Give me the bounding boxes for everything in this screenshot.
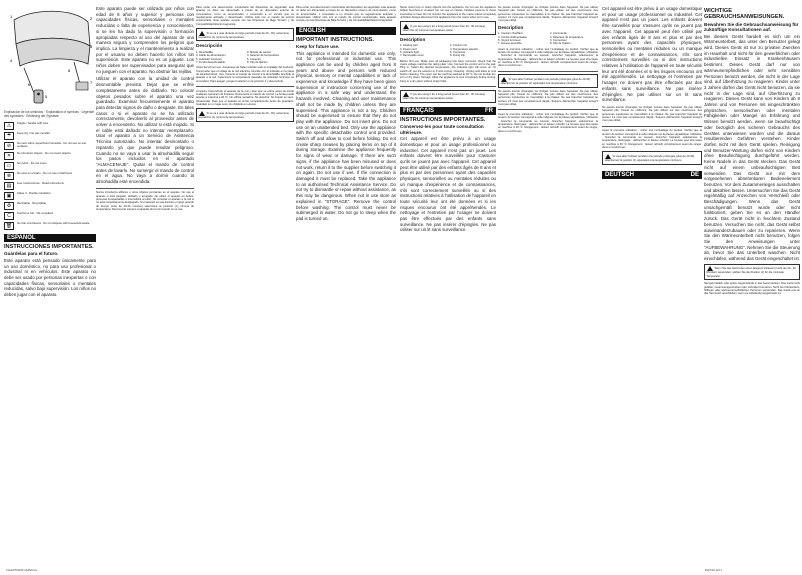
fr-small-text-2: Ne jamais insérer d'épingles ou d'objets pointus dans l'appareil. Ne pas utiliser l'appareil plié, froissé ou chiffonné. Ne pas utiliser sur des nourrissons, des personnes impotentes ou insensibles à la chaleur. Ne pas brancher l'appareil au secteur s'il n'est pas complètement déplié. Toujours débrancher l'appareil lorsqu'il n'est pas utilisé.	[498, 89, 598, 107]
list-item: 2. Control unit	[450, 44, 467, 48]
column-de	[704, 6, 800, 566]
language-header-en: ENGLISH	[296, 27, 396, 35]
es-intro: Este aparato está pensado únicamente para un uso doméstico, no para uso profesional o industrial ni en vehículos. Este aparato no debe ser usado por personas inexpertas o con capacidades físicas, sensoriales o mentales reducidas, salvo bajo supervisión. Los niños no deben jugar con el aparato.	[4, 257, 96, 298]
legend-row: ⚠ Fragile / handle with care	[4, 122, 96, 130]
list-item: 4. Sélecteur de température	[550, 35, 584, 39]
list-item: 3. Cordon d'alimentation	[498, 35, 528, 39]
es-title: INSTRUCCIONES IMPORTANTES.	[4, 244, 94, 250]
fr-usage-text: Avant la première utilisation : retirer tout l'emballage du produit. Vérifier que la tension du secteur correspond à celle indiquée sur la plaque signalétique. Utilisation : brancher la commande au coussin, brancher l'appareil, sélectionner la température. Nettoyage : débrancher et laisser refroidir. La housse peut être lavée en machine à 30 ºC. Rangement : laisser refroidir complètement avant de ranger, dans un endroit sec.	[498, 47, 598, 68]
column-fr-cont	[602, 6, 702, 566]
list-item: 4. Temperature selector	[450, 47, 479, 51]
column-fr-details	[498, 6, 598, 566]
legend-row: 🗑 No tirar a la basura · Do not dispose with household waste	[5, 221, 90, 229]
callout-number: 4	[10, 58, 13, 63]
es-warning-box: Si se va a usar durante un largo periodo (más de 20 - 30), seleccione la posición (1) mínima de temperatura.	[196, 28, 294, 41]
list-item: 3. Power cord	[400, 47, 417, 51]
es-description-heading: Descripción	[196, 43, 223, 49]
callout-number: 7	[90, 80, 93, 85]
callout-number: 6	[28, 82, 31, 87]
read-instructions-icon: ▤	[4, 182, 14, 190]
list-item: 3. Cable de alimentación	[196, 54, 226, 58]
language-header-fr: FRANÇAIS FR	[400, 107, 496, 115]
en-main-text: This appliance is intended for domestic use only, not for professional or industrial use. This appliance can be used by children aged from 8 years and above and persons with reduced physical, sensory or mental capabilities or lack of experience and knowledge if they have been given supervision or instruction concerning use of the appliance in a safe way and understand the hazards involved. Cleaning and user maintenance shall not be made by children unless they are supervised. This appliance is not a toy. Children should be supervised to ensure that they do not play with the appliance. Do not insert pins. Do not use on an unattended bed. Only use the appliance with the specific detachable control unit provided. Switch off and allow to cool before folding. Do not create sharp creases by placing items on top of it during storage. Examine the appliance frequently for signs of wear or damage. If there are such signs, if the appliance has been misused or does not work, return it to the supplier before switching it on again. Do not use if wet. If the connection is damaged it must be replaced. Take the appliance to an authorised Technical Assistance Service. Do not try to dismantle or repair without assistance, as this may be dangerous. When not in use store as explained in "STORAGE". Remove the control before washing. The control must never be submerged in water. Do not go to sleep when the pad is turned on.	[296, 50, 396, 221]
de-small-text: Niemals Nadeln oder spitze Gegenstände in das Gerät stecken. Das Gerät nicht gefaltet, zusammengeschoben oder zerknittert benutzen. Nicht bei Kleinkindern, hilflosen oder wärmeunempfindlichen Personen verwenden. Das Gerät erst an das Stromnetz anschließen, wenn es vollständig ausgebreitet ist.	[704, 282, 800, 296]
legend-row: ▭ No cubrir · Do not cover	[4, 162, 96, 170]
es-cleaning-text: Limpieza: Desenchufe el aparato de la red y deje que se enfríe antes de iniciar cualquier operación de limpieza. Desconecte el mando de control. La funda puede lavarse a máquina a 30 ºC. No utilizar secadora. No planchar. No limpiar en seco. Almacenaje: Deje que el aparato se enfríe completamente antes de guardarlo. Guárdelo en un lugar seco, sin doblarlo en exceso.	[196, 89, 294, 107]
column-es-main	[96, 6, 194, 566]
es-warning-box-2: Si se va a usar durante un largo periodo (más de 20 - 30), seleccione la posición (1) mínima de temperatura.	[196, 108, 294, 121]
fr-subtitle: Conservez-les pour toute consultation ultérieure.	[400, 124, 484, 135]
fr-main-text-cont: Cet appareil est être prévu à un usage domestique et pour un usage professionnel ou industriel. Cet appareil n'est pas un jouet. Les enfants doivent être surveillés pour s'assurer qu'ils ne jouent pas avec l'appareil. Cet appareil peut être utilisé par des enfants âgés de 8 ans et plus et par des personnes ayant des capacités physiques, sensorielles ou mentales réduites ou un manque d'expérience et de connaissances, s'ils sont correctement surveillés ou si des instructions relatives à l'utilisation de l'appareil en toute sécurité leur ont été données et si les risques encourus ont été appréhendés. Le nettoyage et l'entretien par l'usager ne doivent pas être effectués par des enfants sans surveillance. Ne pas insérer d'épingles. Ne pas utiliser sur un lit sans surveillance.	[602, 6, 702, 103]
list-item: 1. Heating pad	[400, 44, 418, 48]
fr-description-heading: Description	[498, 24, 524, 30]
es-subtitle: Guárdelas para el futuro.	[4, 251, 59, 257]
fr-title: INSTRUCTIONS IMPORTANTES.	[400, 117, 486, 123]
es-more-text: Utilizar el aparato con la unidad de control desmontable prevista. Dejar que se enfríe completamente antes de doblarlo. No colocar objetos pesados sobre el aparato una vez guardado. Examinar frecuentemente el aparato para detectar signos de daño o desgaste. En tales casos o si el aparato no se ha utilizado correctamente, devolverlo al proveedor antes de volver a encenderlo. No utilizar si está mojado. Si el cable está dañado no intentar reemplazarlo. Usar el aparato a un Servicio de Asistencia Técnica autorizado. No intentar desmontarlo o repararlo ya que puede resultar peligroso. Cuando no se vaya a usar la almohadilla seguir los pasos incluidos en el apartado "ALMACENAJE". Quitar el mando de control antes de lavarlo. No sumergir el mando de control en el agua. No vaya a dormir cuando la almohadilla esté encendida.	[96, 76, 194, 185]
symbols-caption: Explicación de los símbolos · Explanation of symbols · Légende des symboles · Erklärung der Symbole	[4, 110, 95, 118]
list-item: 1. Almohadilla	[196, 50, 213, 54]
footer-right: 30/07/18 12:17	[704, 569, 722, 572]
column-illustration	[4, 6, 96, 566]
symbols-legend	[4, 122, 96, 230]
en-warning-box-2: If you are using it for a long period (more than 20 - 30 minutes), select the (1) minimum temperature option.	[400, 90, 496, 103]
column-en	[296, 6, 396, 566]
legend-row: ▣ Clase II · Double insulation	[4, 192, 96, 200]
divider	[96, 188, 194, 189]
fr-parts-list	[498, 32, 598, 46]
weee-bin-icon: 🗑	[5, 223, 13, 229]
fr-main-text: Cet appareil est être prévu à un usage domestique et pour un usage professionnel ou industriel. Cet appareil n'est pas un jouet. Les enfants doivent être surveillés pour s'assurer qu'ils ne jouent pas avec l'appareil. Cet appareil peut être utilisé par des enfants âgés de 8 ans et plus et par des personnes ayant des capacités physiques, sensorielles ou mentales réduites ou un manque d'expérience et de connaissances, s'ils sont correctement surveillés ou si des instructions relatives à l'utilisation de l'appareil en toute sécurité leur ont été données et si les risques encourus ont été appréhendés. Le nettoyage et l'entretien par l'usager ne doivent pas être effectués par des enfants sans surveillance. Ne pas insérer d'épingles. Ne pas utiliser sur un lit sans surveillance.	[400, 136, 496, 233]
fr-warning-box-2: Si vous allez l'utiliser pendant une période prolongée (plus de 20-30), sélectionnez la position (1) équivalant à la température minimum.	[602, 151, 702, 164]
no-pins-icon: ✕	[4, 152, 14, 160]
en-subtitle: Keep for future use.	[296, 44, 340, 50]
heating-pad-drawing	[4, 6, 96, 106]
legend-row: ✕ No introducir objetos · Do not insert objects	[4, 152, 96, 160]
list-item: 8. Clip de fixation	[550, 42, 571, 46]
de-main-text: Bei diesem Gerät handelt es sich um ein Wärmeunterbett, das unter den Benutzer gelegt wird. Dieses Gerät ist nur zu privaten Zwecken im Haushalt und nicht für den gewerblichen oder industriellen Einsatz in Krankenhäusern bestimmt. Dieses Gerät darf nur von wärmeunempfindlichen oder sehr sensiblen Personen benutzt werden, die nicht in der Lage sind, auf Überhitzung zu reagieren. Kinder unter 3 Jahren dürfen das Gerät nicht benutzen, da sie nicht in der Lage sind, auf Überhitzung zu reagieren. Dieses Gerät kann von Kindern ab 8 Jahren und von Personen mit eingeschränkten physischen, sensorischen oder mentalen Fähigkeiten oder Mangel an Erfahrung und Wissen benutzt werden, wenn sie beaufsichtigt oder bezüglich des sicheren Gebrauchs des Gerätes unterwiesen wurden und die daraus resultierenden Gefahren verstehen. Kinder dürfen nicht mit dem Gerät spielen. Reinigung und Benutzer-Wartung dürfen nicht von Kindern ohne Beaufsichtigung durchgeführt werden. Keine Nadeln in das Gerät stecken. Das Gerät nicht auf einem unbeaufsichtigten Bett verwenden. Das Gerät nur mit dem vorgesehenen abnehmbaren Bedienelement benutzen. Vor dem Zusammenlegen ausschalten und abkühlen lassen. Untersuchen Sie das Gerät regelmäßig auf Anzeichen von Verschleiß oder Beschädigungen. Wenn das Gerät unsachgemäß benutzt wurde oder nicht funktioniert, geben Sie es an den Händler zurück. Das Gerät nicht in feuchtem Zustand benutzen. Versuchen Sie nicht, das Gerät selbst auseinanderzubauen oder zu reparieren. Wenn Sie den Wärmeunterbett nicht benutzen, folgen Sie den Anweisungen unter "AUFBEWAHRUNG". Nehmen Sie die Steuerung ab, bevor Sie das Unterbett waschen. Nicht einschlafen, während das Gerät eingeschaltet ist.	[704, 33, 800, 262]
divider	[196, 86, 294, 87]
page-footer	[0, 567, 802, 575]
de-warning-box: Wenn Sie das Gerät über einen längeren Zeitraum (mehr als 20 - 30 Minuten) verwenden, wählen Sie die Position (1) für die minimale Temperatur.	[704, 264, 800, 281]
ce-mark-icon: C	[4, 212, 14, 220]
column-es-details	[196, 6, 294, 566]
list-item: 7. Funda desenfundable	[196, 61, 225, 65]
list-item: 8. Clip de fijación	[247, 61, 268, 65]
legend-row: ⊘ No usar sobre superficies húmedas · Do not use on wet surfaces	[4, 142, 96, 150]
es-parts-list	[196, 51, 294, 65]
divider	[602, 126, 702, 127]
column-en-details	[400, 6, 496, 566]
legend-row: ☂ Keep dry / Ne pas mouiller	[4, 132, 96, 140]
en-small-text: Never insert pins or sharp objects into the appliance. Do not use the appliance folded, bunched or creased. Do not use on infants, helpless persons or those insensitive to heat. Do not connect the appliance to the mains unless completely unfolded. Always disconnect the appliance from the mains when not in use.	[400, 6, 496, 20]
es-small-text: Nunca introduzca alfileres u otros objetos punzantes en el aparato. No use el aparato si está plegado, doblado o arrugado. No utilice el aparato en bebés, personas incapacitadas o insensibles al calor. No conectar el aparato a la red si no está completamente desplegado. Si el aparato se usa durante un largo periodo de tiempo (más de 20-30 minutos) seleccione la posición (1) mínima de temperatura. Desconecte siempre el aparato de la red cuando no se use.	[96, 191, 194, 212]
legend-row: ▤ Leer instrucciones · Read instructions	[4, 182, 96, 190]
en-usage-text: Before first use: Make sure all packaging has been removed. Check that the mains voltage matches the rating plate. Use: Connect the control unit to the pad. Plug in. Select the desired temperature; the indicator light will come on. To switch off, set the selector to 0 and unplug. Cleaning: Unplug and allow to cool before cleaning. The cover can be machine-washed at 30 ºC. Do not tumble dry, iron or dry clean. Storage: Allow the appliance to cool completely before storing. Keep in a dry place without sharp folds.	[400, 59, 496, 83]
list-item: 2. Mando de control	[247, 50, 271, 54]
divider	[498, 109, 598, 110]
list-item: 6. Connector	[450, 50, 466, 54]
legend-row: C Conforme CE · CE compliant	[4, 212, 96, 220]
product-illustration	[4, 6, 96, 106]
class-ii-icon: ▣	[4, 192, 14, 200]
language-header-es: ESPAÑOL	[4, 234, 96, 242]
legend-row: ♻ Reciclable · Recyclable	[4, 202, 96, 210]
list-item: 7. Removable cover	[400, 54, 424, 58]
recycle-icon: ♻	[4, 202, 14, 210]
list-item: 5. Indicator light	[400, 50, 419, 54]
es-cleaning-cont: Para evitar una desconexión involuntaria del dispositivo de seguridad, este aparato no debe ser alimentado a través de un dispositivo externo de conmutación, como un temporizador, o conectado a un circuito que es regularmente activado y desactivado. Utilizar sólo con el mando de control suministrado. Este aparato cumple con las Directivas de Baja Tensión y de Compatibilidad Electromagnética.	[296, 6, 396, 23]
en-title: IMPORTANT INSTRUCTIONS.	[296, 36, 374, 43]
callout-number: 5	[45, 94, 48, 99]
list-item: 4. Selector de temperatura	[247, 54, 279, 58]
list-item: 5. Indicador luminoso	[196, 57, 222, 61]
keep-dry-icon: ☂	[4, 132, 14, 140]
list-item: 7. Housse amovible	[498, 42, 522, 46]
no-bathroom-icon: ⊗	[4, 172, 14, 180]
list-item: 5. Voyant lumineux	[498, 38, 521, 42]
en-warning-box: If you are using it for a long period (more than 20 - 30 minutes), select the (1) minimum temperature option.	[400, 21, 496, 34]
callout-number: 8	[68, 68, 71, 73]
list-item: 2. Commande	[550, 32, 567, 36]
en-parts-list	[400, 44, 496, 58]
list-item: 8. Fixing clip	[450, 54, 465, 58]
divider	[498, 71, 598, 72]
es-details-text: Para evitar una desconexión involuntaria del dispositivo de seguridad, este aparato no debe ser alimentado a través de un dispositivo externo de conmutación, como un temporizador, o conectado a un circuito que es regularmente activado y desactivado. Utilizar sólo con el mando de control suministrado. Este aparato cumple con las Directivas de Baja Tensión y de Compatibilidad Electromagnética.	[196, 6, 294, 26]
callout-number: 2	[90, 16, 93, 21]
list-item: 6. Connecteur	[550, 38, 567, 42]
fr-small-text-3: Ne jamais insérer d'épingles ou d'objets pointus dans l'appareil. Ne pas utiliser l'appareil plié, froissé ou chiffonné. Ne pas utiliser sur des nourrissons, des personnes impotentes ou insensibles à la chaleur. Ne pas brancher l'appareil au secteur s'il n'est pas complètement déplié. Toujours débrancher l'appareil lorsqu'il n'est pas utilisé.	[602, 105, 702, 123]
es-main-text: Este aparato puede ser utilizado por niños con edad de 8 años y superior y personas con capacidades físicas, sensoriales o mentales reducidas o falta de experiencia y conocimiento, si se les ha dado la supervisión o formación apropiadas respecto al uso del aparato de una manera segura y comprenden los peligros que implica. La limpieza y el mantenimiento a realizar por el usuario no deben hacerlo los niños sin supervisión. Este aparato no es un juguete. Los niños deben ser supervisados para asegurar que no jueguen con el aparato. No obstruir las rejillas.	[96, 6, 194, 74]
callout-number: 1	[10, 14, 13, 19]
do-not-cover-icon: ▭	[4, 162, 14, 170]
fr-small-text: Ne jamais insérer d'épingles ou d'objets pointus dans l'appareil. Ne pas utiliser l'appareil plié, froissé ou chiffonné. Ne pas utiliser sur des nourrissons, des personnes impotentes ou insensibles à la chaleur. Ne pas brancher l'appareil au secteur s'il n'est pas complètement déplié. Toujours débrancher l'appareil lorsqu'il n'est pas utilisé.	[498, 6, 598, 23]
de-subtitle: Bewahren Sie die Gebrauchsanweisung für zukünftige Konsultationen auf.	[704, 21, 799, 33]
fr-usage-text-2: Avant la première utilisation : retirer tout l'emballage du produit. Vérifier que la tension du secteur correspond à celle indiquée sur la plaque signalétique. Utilisation : brancher la commande au coussin, brancher l'appareil, sélectionner la température. Nettoyage : débrancher et laisser refroidir. La housse peut être lavée en machine à 30 ºC. Rangement : laisser refroidir complètement avant de ranger, dans un endroit sec.	[498, 112, 598, 133]
es-usage-text: Antes del primer uso: Asegúrese de haber retirado todo el embalaje del producto. Compruebe que el voltaje de la red eléctrica coincide con el indicado en la placa de características. Uso: Conecte el mando de control a la almohadilla. Enchufe el aparato a la red. Seleccione la temperatura deseada. El indicador luminoso se encenderá. Para apagar, ponga el selector en la posición 0 y desenchufe.	[196, 66, 294, 83]
no-wet-surface-icon: ⊘	[4, 142, 14, 150]
callout-number: 3	[90, 44, 93, 49]
footer-left: CALENTADOR CERVICAL ·	[6, 569, 39, 572]
list-item: 1. Coussin chauffant	[498, 32, 523, 36]
de-title: WICHTIGE GEBRAUCHSANWEISUNGEN.	[704, 8, 785, 21]
language-header-de: DEUTSCH DE	[602, 171, 702, 179]
list-item: 6. Conector	[247, 57, 261, 61]
fr-warning-box: Si vous allez l'utiliser pendant une période prolongée (plus de 20-30), sélectionnez la position (1) équivalant à la température minimum.	[498, 74, 598, 87]
fragile-icon: ⚠	[4, 122, 14, 130]
legend-row: ⊗ No usar en el baño · Do not use in bathroom	[4, 172, 96, 180]
en-description-heading: Description	[400, 36, 426, 42]
divider	[400, 86, 496, 87]
fr-usage-text-3: Avant la première utilisation : retirer tout l'emballage du produit. Vérifier que la tension du secteur correspond à celle indiquée sur la plaque signalétique. Utilisation : brancher la commande au coussin, brancher l'appareil, sélectionner la température. Nettoyage : débrancher et laisser refroidir. La housse peut être lavée en machine à 30 ºC. Rangement : laisser refroidir complètement avant de ranger, dans un endroit sec.	[602, 129, 702, 149]
